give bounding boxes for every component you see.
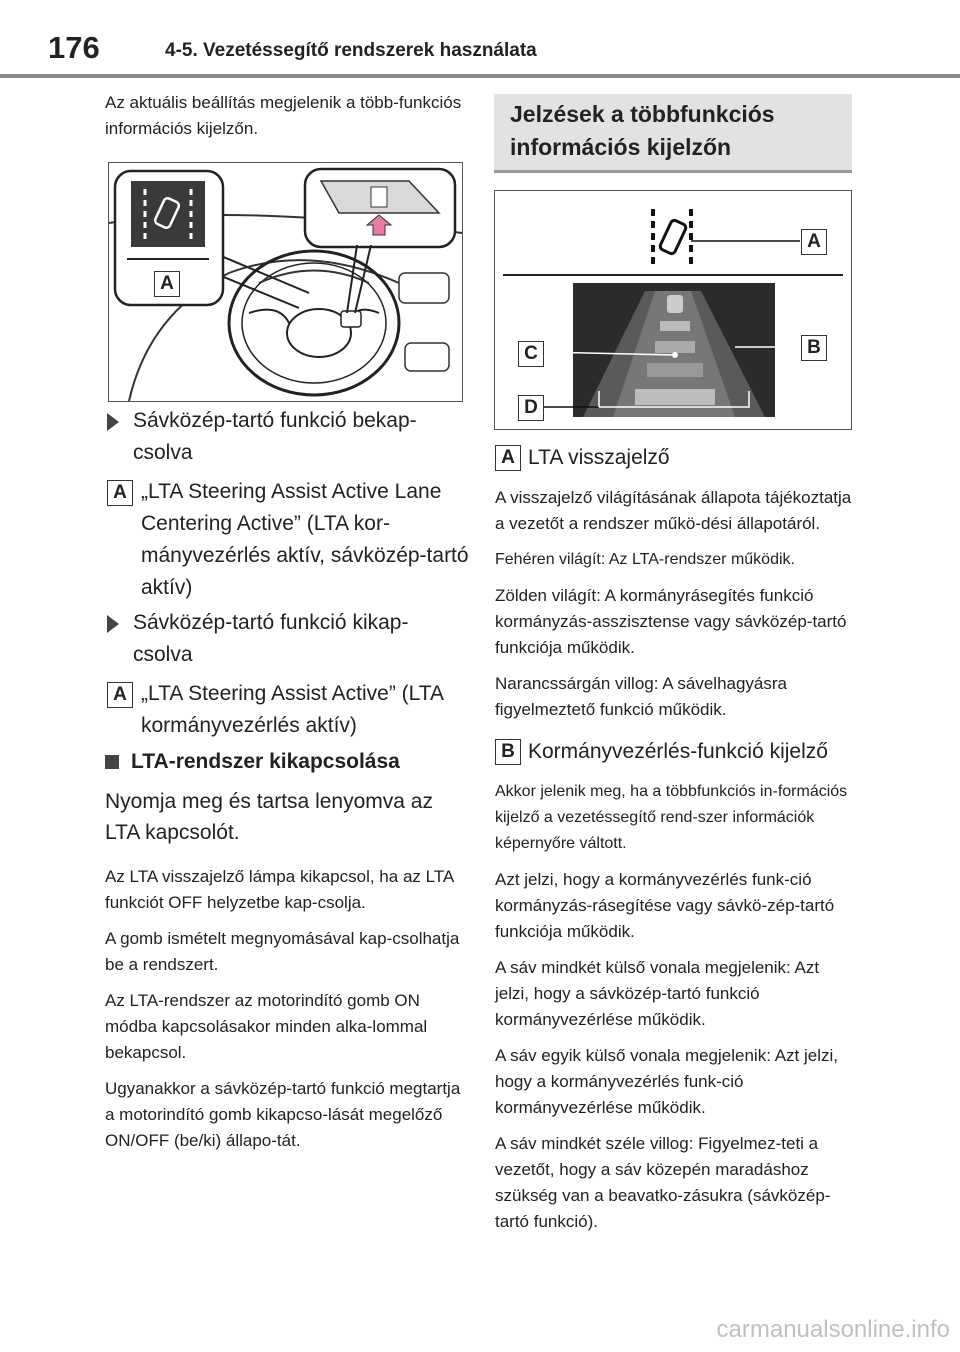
chapter-title: 4-5. Vezetéssegítő rendszerek használata <box>165 40 537 61</box>
heading-text: Jelzések a többfunkciós információs kijelzőn <box>510 101 775 160</box>
paragraph: Az LTA visszajelző lámpa kikapcsol, ha az LTA funkciót OFF helyzetbe kap-csolja. <box>105 867 454 912</box>
label-b-box: B <box>495 739 521 765</box>
bullet-text: Sávközép-tartó funkció kikap-csolva <box>133 611 409 666</box>
paragraph: Ugyanakkor a sávközép-tartó funkció megtartja a motorindító gomb kikapcso-lását megelőző ON/OFF (be/ki) állapo-tát. <box>105 1079 461 1150</box>
instruction-text: Nyomja meg és tartsa lenyomva az LTA kapcsolót. <box>105 790 433 844</box>
paragraph: A sáv mindkét széle villog: Figyelmez-teti a vezetőt, hogy a sáv közepén maradáshoz szükség van a beavatko-zásukra (sávközép-tartó funkció). <box>495 1134 831 1231</box>
label-a-item-2 <box>107 678 471 742</box>
paragraph: Az LTA-rendszer az motorindító gomb ON módba kapcsolásakor minden alka-lommal bekapcsol. <box>105 991 428 1062</box>
figure2-label-a: A <box>801 229 827 255</box>
figure2-label-b: B <box>801 335 827 361</box>
square-bullet-icon <box>105 755 119 769</box>
section-title: LTA-rendszer kikapcsolása <box>131 750 400 773</box>
figure2-label-c: C <box>518 341 544 367</box>
left-body <box>105 786 465 1164</box>
paragraph: Fehéren világít: Az LTA-rendszer működik. <box>495 551 795 568</box>
label-b-heading <box>495 739 855 765</box>
figure1-label-a: A <box>154 271 180 297</box>
label-b-title: Kormányvezérlés-funkció kijelző <box>528 740 828 763</box>
paragraph: Zölden világít: A kormányrásegítés funkció kormányzás-asszisztense vagy sávközép-tartó funkciója működik. <box>495 586 847 657</box>
right-body <box>495 445 855 1245</box>
label-a-box: A <box>107 480 133 506</box>
section-heading-lta-off <box>105 750 400 774</box>
paragraph: Narancssárgán villog: A sávelhagyásra figyelmeztető funkció működik. <box>495 674 787 719</box>
label-a-box: A <box>107 682 133 708</box>
bullet-triangle-icon <box>107 615 119 633</box>
label-a-item-1 <box>107 476 471 604</box>
paragraph: A sáv egyik külső vonala megjelenik: Azt jelzi, hogy a kormányvezérlés funk-ció kormányvezérlése működik. <box>495 1046 839 1117</box>
paragraph: A gomb ismételt megnyomásával kap-csolhatja be a rendszert. <box>105 929 460 974</box>
left-intro <box>105 90 465 152</box>
label-a-text: „LTA Steering Assist Active Lane Centering Active” (LTA kor-mányvezérlés aktív, sávközép-tartó aktív) <box>141 480 469 599</box>
bullet-triangle-icon <box>107 413 119 431</box>
intro-text: Az aktuális beállítás megjelenik a több-funkciós információs kijelzőn. <box>105 93 462 138</box>
watermark: carmanualsonline.info <box>716 1316 950 1343</box>
bullet-text: Sávközép-tartó funkció bekap-csolva <box>133 409 417 464</box>
bullet-lane-centering-on <box>105 405 453 469</box>
paragraph: Azt jelzi, hogy a kormányvezérlés funk-ció kormányzás-rásegítése vagy sávkö-zép-tartó funkciója működik. <box>495 870 835 941</box>
display-drawing <box>495 191 851 429</box>
page-number: 176 <box>48 30 100 65</box>
page-header <box>0 0 960 78</box>
paragraph: A visszajelző világításának állapota tájékoztatja a vezetőt a rendszer műkö-dési állapotáról. <box>495 488 852 533</box>
bullet-lane-centering-off <box>105 607 453 671</box>
label-a-heading <box>495 445 855 471</box>
label-a-box: A <box>495 445 521 471</box>
label-a-title: LTA visszajelző <box>528 446 670 469</box>
section-heading-display-indications <box>494 94 852 173</box>
dashboard-illustration <box>108 162 463 402</box>
paragraph: Akkor jelenik meg, ha a többfunkciós in-formációs kijelző a vezetéssegítő rend-szer információk képernyőre váltott. <box>495 783 848 852</box>
label-a-text: „LTA Steering Assist Active” (LTA kormányvezérlés aktív) <box>141 682 443 737</box>
figure2-label-d: D <box>518 395 544 421</box>
display-diagram <box>494 190 852 430</box>
header-rule <box>0 74 960 78</box>
paragraph: A sáv mindkét külső vonala megjelenik: Azt jelzi, hogy a sávközép-tartó funkció kormányvezérlése működik. <box>495 958 820 1029</box>
